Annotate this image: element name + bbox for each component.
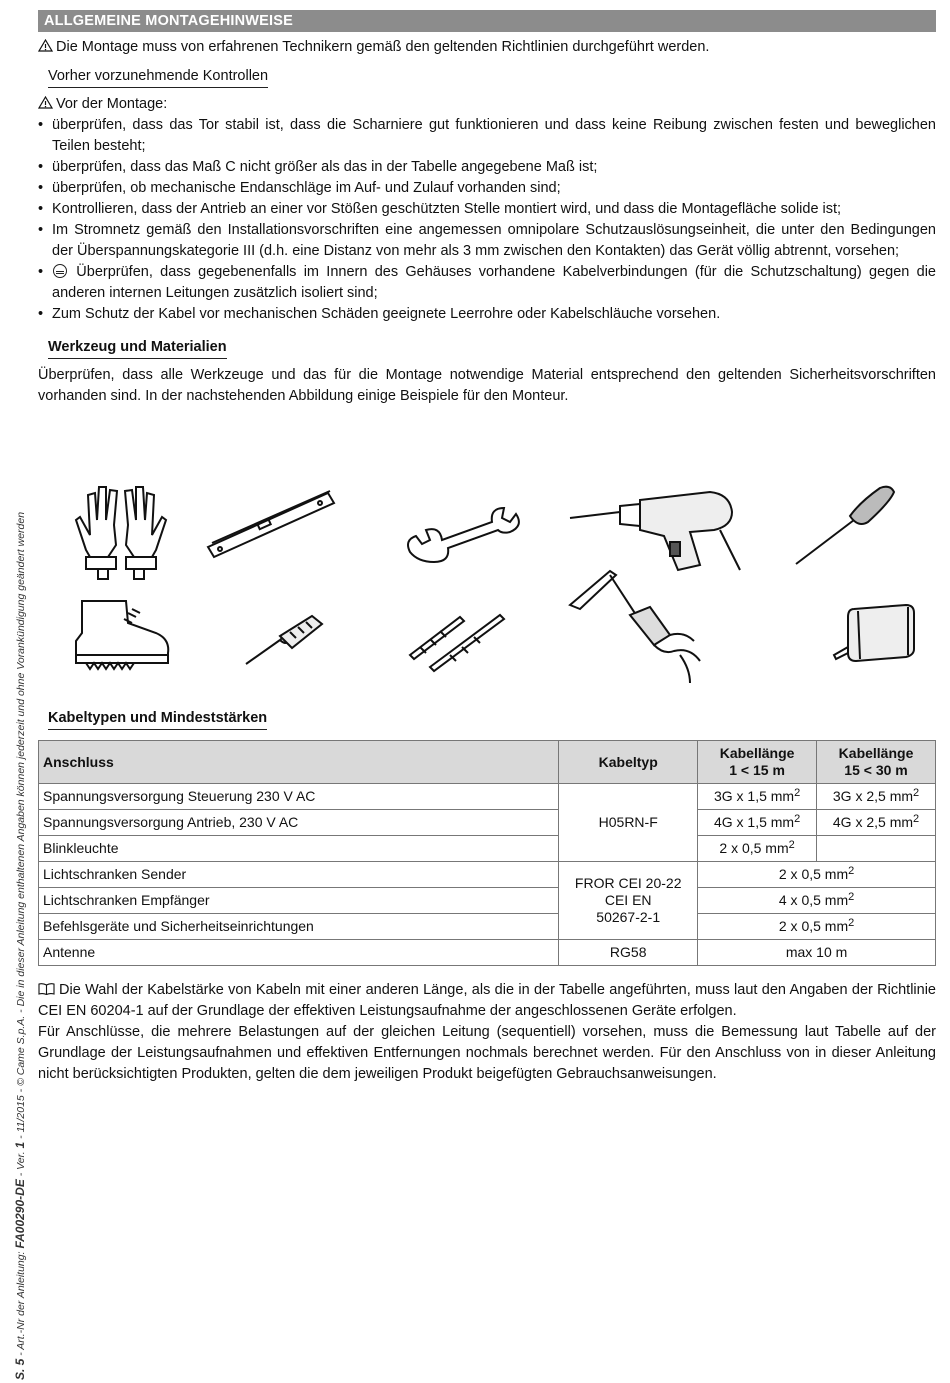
- cell-length2: [817, 836, 936, 862]
- drill-icon: [560, 470, 750, 580]
- cell-length2: 4G x 2,5 $mm^2$: [817, 810, 936, 836]
- tools-illustration: [60, 465, 940, 695]
- tape-measure-icon: [830, 595, 920, 675]
- cell-length2: 3G x 2,5 $mm^2$: [817, 784, 936, 810]
- cell-connection: Antenne: [39, 940, 559, 966]
- intro-warning: Die Montage muss von erfahrenen Technikern gemäß den geltenden Richtlinien durchgeführt werden.: [38, 37, 936, 58]
- tools-heading: Werkzeug und Materialien: [48, 337, 227, 359]
- table-row: [39, 862, 936, 888]
- footer-text: S. 5 - Art.-Nr der Anleitung: FA00290-DE - Ver. 1 - 11/2015 - © Came S.p.A. - Die in dieser Anleitung enthaltenen Angaben können jederzeit und ohne Vorankündigung geändert werden: [13, 511, 27, 1380]
- cell-connection: Blinkleuchte: [39, 836, 559, 862]
- cables-section: [38, 708, 936, 1085]
- table-row: [39, 914, 936, 940]
- hot-air-gun-icon: [560, 565, 720, 685]
- earth-ground-icon: [53, 264, 67, 278]
- checks-list: [38, 115, 936, 325]
- warning-icon: [38, 39, 53, 52]
- list-item: • Im Stromnetz gemäß den Installationsvorschriften eine angemessen omnipolare Schutzauslösungseinheit, die unter den Bedingungen der Überspannungskategorie III (d.h. eine Distanz von mehr als 3 mm zwischen den Kontakten) das Gerät völlig abtrennt, vorsehen;: [38, 220, 936, 262]
- note-sequential: Für Anschlüsse, die mehrere Belastungen auf der gleichen Leitung (sequentiell) vorsehen, muss die Bemessung laut Tabelle auf der Grundlage der Leistungsaufnahmen und effektiven Entfernungen nochmals berechnet werden. Für den Anschluss von in dieser Anleitung nicht berücksichtigten Produkten, gelten die dem jeweiligen Produkt beigefügten Gebrauchsanweisungen.: [38, 1024, 936, 1082]
- cell-connection: Befehlsgeräte und Sicherheitseinrichtungen: [39, 914, 559, 940]
- checks-heading: Vorher vorzunehmende Kontrollen: [48, 66, 268, 88]
- book-icon: [38, 983, 55, 995]
- wall-plug-icon: [240, 610, 330, 670]
- list-item: • Überprüfen, dass gegebenenfalls im Innern des Gehäuses vorhandene Kabelverbindungen (für die Schutzschaltung) gegen die anderen internen Leitungen zusätzlich isoliert sind;: [38, 262, 936, 304]
- cell-type: FROR CEI 20-22 CEI EN 50267-2-1: [559, 862, 698, 940]
- cell-connection: Lichtschranken Sender: [39, 862, 559, 888]
- cell-length1: 2 x 0,5 $mm^2$: [698, 836, 817, 862]
- note-cable-length: Die Wahl der Kabelstärke von Kabeln mit einer anderen Länge, als die in der Tabelle angeführten, muss laut den Angaben der Richtlinie CEI EN 60204-1 auf der Grundlage der effektiven Leistungsaufnahme der angeschlossenen Geräte erfolgen.: [38, 982, 936, 1019]
- tools-text: Überprüfen, dass alle Werkzeuge und das für die Montage notwendige Material entsprechend den geltenden Sicherheitsvorschriften vorhanden sind. In der nachstehenden Abbildung einige Beispiele für den Monteur.: [38, 367, 936, 404]
- screwdriver-icon: [790, 480, 900, 570]
- col-header-type: Kabeltyp: [559, 741, 698, 784]
- col-header-length2: Kabellänge 15 < 30 m: [817, 741, 936, 784]
- list-item: • Kontrollieren, dass der Antrieb an einer vor Stößen geschützten Stelle montiert wird, und dass die Montagefläche solide ist;: [38, 199, 936, 220]
- cell-length: 4 x 0,5 $mm^2$: [698, 888, 936, 914]
- list-item: • Zum Schutz der Kabel vor mechanischen Schäden geeignete Leerrohre oder Kabelschläuche vorsehen.: [38, 304, 936, 325]
- table-row: [39, 810, 936, 836]
- page-content: [38, 10, 936, 407]
- cell-connection: Lichtschranken Empfänger: [39, 888, 559, 914]
- cell-connection: Spannungsversorgung Antrieb, 230 V AC: [39, 810, 559, 836]
- safety-boot-icon: [66, 593, 176, 673]
- spirit-level-icon: [200, 485, 340, 565]
- table-row: [39, 888, 936, 914]
- cable-table: [38, 740, 936, 966]
- before-label: Vor der Montage:: [38, 94, 936, 115]
- col-header-length1: Kabellänge 1 < 15 m: [698, 741, 817, 784]
- list-item: • überprüfen, ob mechanische Endanschläge im Auf- und Zulauf vorhanden sind;: [38, 178, 936, 199]
- cell-length1: 4G x 1,5 $mm^2$: [698, 810, 817, 836]
- list-item: • überprüfen, dass das Maß C nicht größer als das in der Tabelle angegebene Maß ist;: [38, 157, 936, 178]
- table-row: [39, 784, 936, 810]
- cell-type: RG58: [559, 940, 698, 966]
- gloves-icon: [66, 475, 176, 585]
- cell-length: 2 x 0,5 $mm^2$: [698, 862, 936, 888]
- table-header-row: [39, 741, 936, 784]
- table-row: [39, 940, 936, 966]
- cell-type: H05RN-F: [559, 784, 698, 862]
- cell-length: 2 x 0,5 $mm^2$: [698, 914, 936, 940]
- table-row: [39, 836, 936, 862]
- sidebar-footer: [0, 511, 27, 1380]
- cell-length1: 3G x 1,5 $mm^2$: [698, 784, 817, 810]
- wrench-icon: [400, 500, 520, 570]
- cell-length: max 10 m: [698, 940, 936, 966]
- cables-heading: Kabeltypen und Mindeststärken: [48, 708, 267, 730]
- list-item: • überprüfen, dass das Tor stabil ist, dass die Scharniere gut funktionieren und dass keine Reibung zwischen festen und beweglichen Teilen besteht;: [38, 115, 936, 157]
- drill-bits-icon: [400, 595, 510, 675]
- col-header-connection: Anschluss: [39, 741, 559, 784]
- warning-icon: [38, 96, 53, 109]
- cell-connection: Spannungsversorgung Steuerung 230 V AC: [39, 784, 559, 810]
- section-title: ALLGEMEINE MONTAGEHINWEISE: [38, 10, 936, 32]
